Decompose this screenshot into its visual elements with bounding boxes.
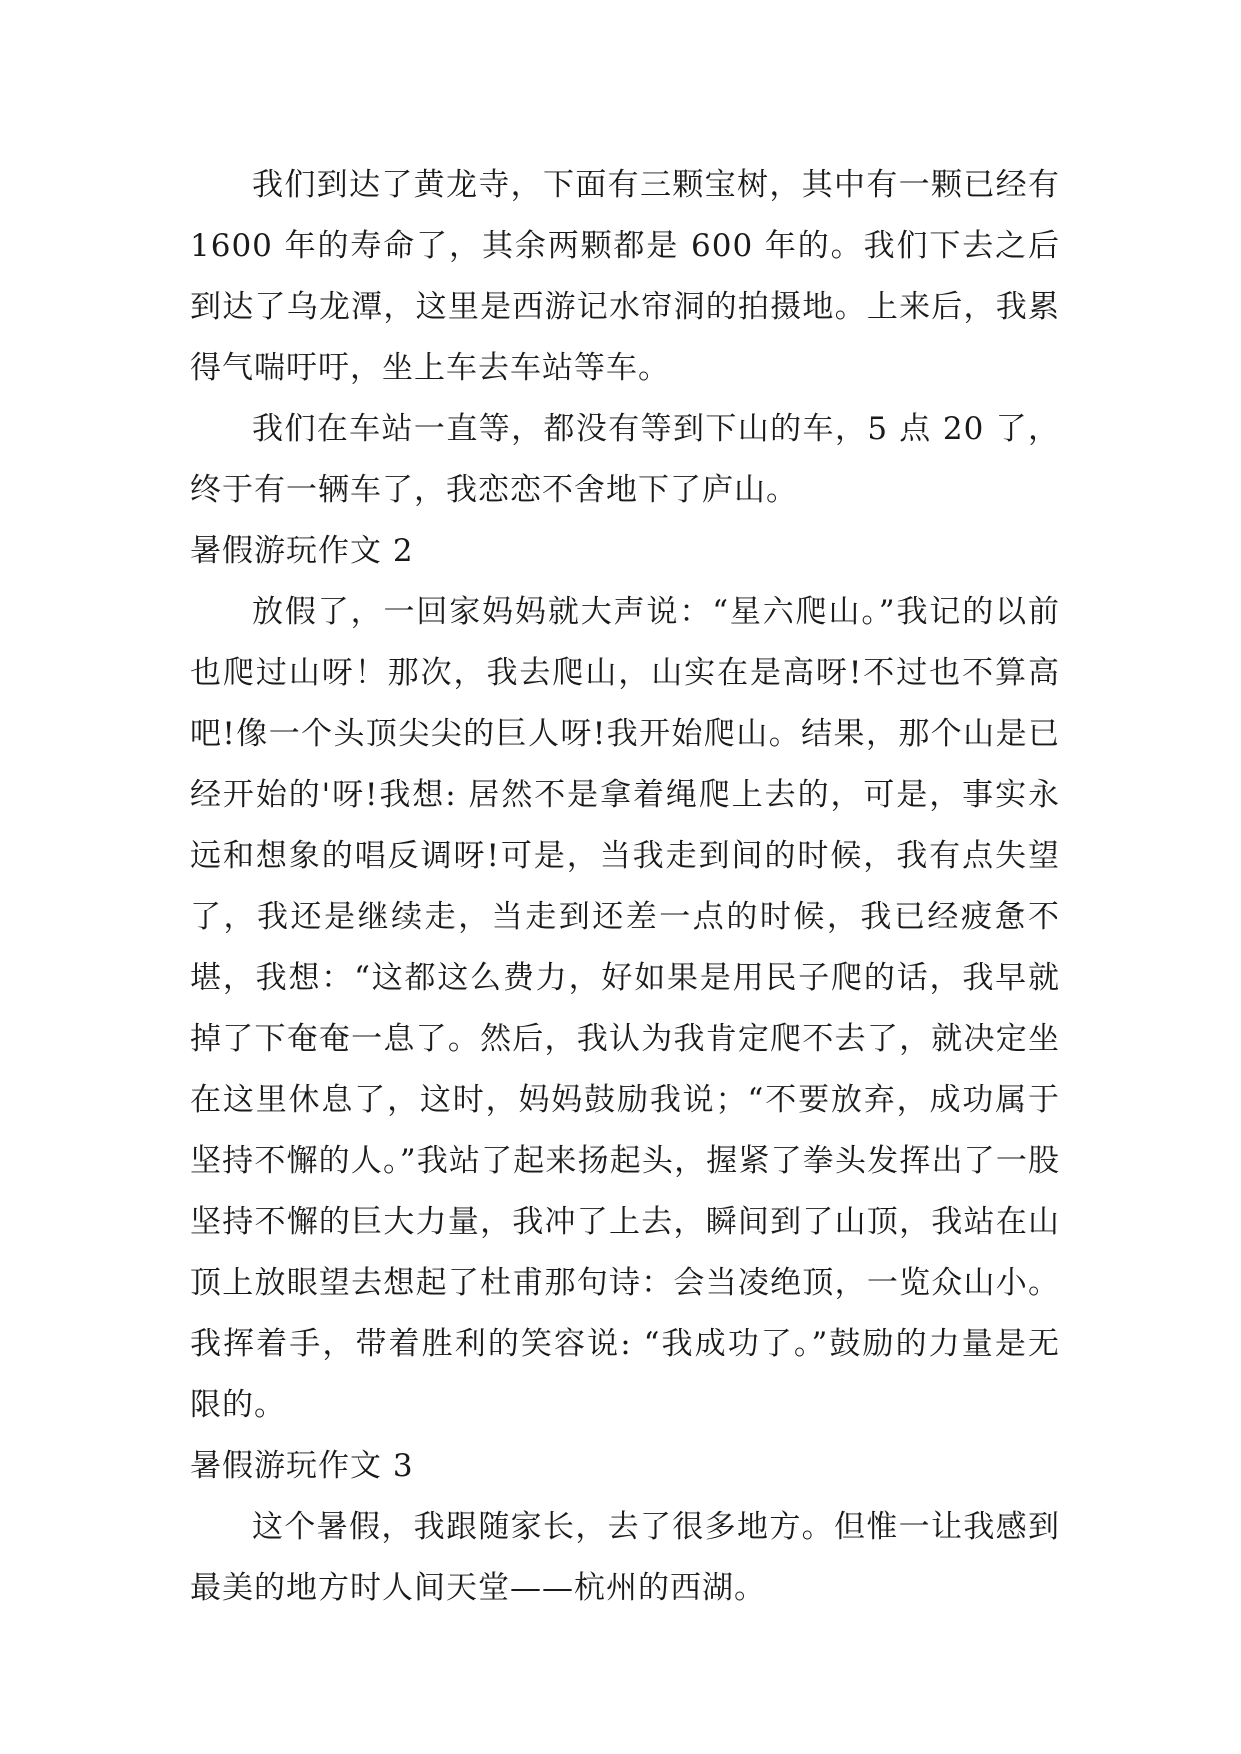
section-heading-essay-2: 暑假游玩作文 2	[190, 533, 414, 569]
paragraph-waiting-station: 我们在车站一直等，都没有等到下山的车，5 点 20 了，终于有一辆车了，我恋恋不舍地下了庐山。	[190, 411, 1060, 508]
section-heading-essay-3: 暑假游玩作文 3	[190, 1448, 414, 1484]
paragraph-huanglong-temple: 我们到达了黄龙寺，下面有三颗宝树，其中有一颗已经有 1600 年的寿命了，其余两颗都是 600 年的。我们下去之后到达了乌龙潭，这里是西游记水帘洞的拍摄地。上来后，我累得气喘吁吁，坐上车去车站等车。	[190, 167, 1060, 386]
document-page	[190, 155, 1060, 1619]
paragraph-west-lake: 这个暑假，我跟随家长，去了很多地方。但惟一让我感到最美的地方时人间天堂——杭州的西湖。	[190, 1509, 1060, 1606]
paragraph-climbing-mountain: 放假了，一回家妈妈就大声说：“星六爬山。”我记的以前也爬过山呀！那次，我去爬山，山实在是高呀!不过也不算高吧!像一个头顶尖尖的巨人呀!我开始爬山。结果，那个山是已经开始的'呀!我想: 居然不是拿着绳爬上去的，可是，事实永远和想象的唱反调呀!可是，当我走到间的时候，我有点失望了，我还是继续走，当走到还差一点的时候，我已经疲惫不堪，我想：“这都这么费力，好如果是用民子爬的话，我早就掉了下奄奄一息了。然后，我认为我肯定爬不去了，就决定坐在这里休息了，这时，妈妈鼓励我说；“不要放弃，成功属于坚持不懈的人。”我站了起来扬起头，握紧了拳头发挥出了一股坚持不懈的巨大力量，我冲了上去，瞬间到了山顶，我站在山顶上放眼望去想起了杜甫那句诗：会当凌绝顶，一览众山小。我挥着手，带着胜利的笑容说: “我成功了。”鼓励的力量是无限的。	[190, 594, 1060, 1423]
